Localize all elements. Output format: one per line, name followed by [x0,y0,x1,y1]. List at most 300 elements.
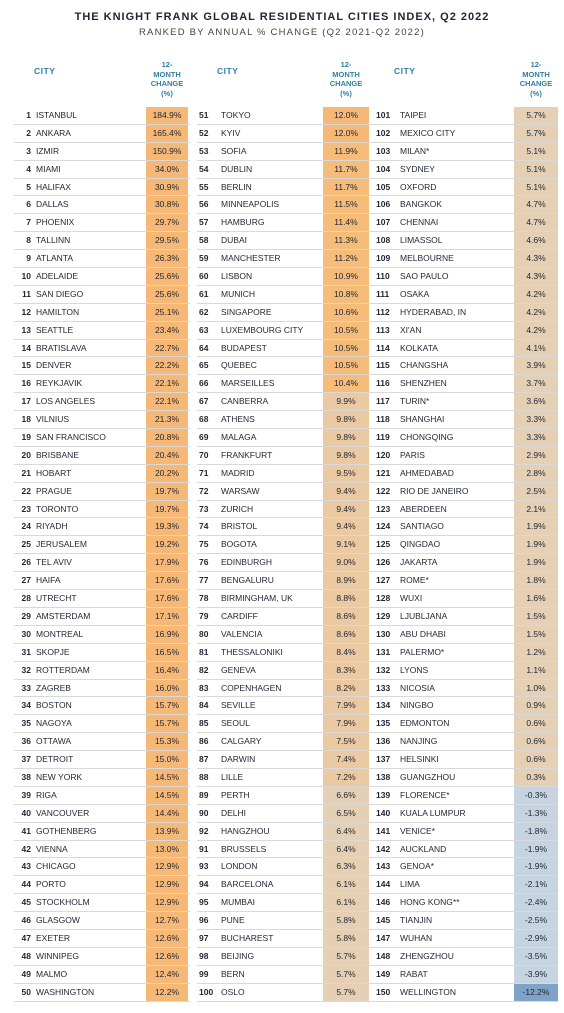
table-row [197,214,375,232]
table-row [374,841,558,859]
change-cell: 1.9% [514,518,558,535]
change-cell: 25.6% [146,268,188,285]
city-cell: MARSEILLES [221,378,275,389]
rank-cell: 136 [376,736,391,747]
table-row [197,340,375,358]
table-row [14,125,190,143]
table-row [14,626,190,644]
rank-cell: 23 [21,503,31,514]
change-cell: 10.5% [323,357,369,374]
city-cell: VALENCIA [221,628,263,639]
change-cell: 7.9% [323,697,369,714]
table-row [14,733,190,751]
city-cell: AUCKLAND [400,843,447,854]
rank-cell: 9 [26,253,31,264]
rank-cell: 135 [376,718,391,729]
city-cell: MALAGA [221,432,257,443]
table-row [14,483,190,501]
table-row [374,483,558,501]
rank-cell: 1 [26,110,31,120]
rank-cell: 144 [376,879,391,890]
city-cell: TALLINN [36,235,71,246]
change-cell: 13.9% [146,823,188,840]
change-cell: 6.4% [323,823,369,840]
city-cell: GUANGZHOU [400,771,456,782]
change-cell: 8.3% [323,662,369,679]
change-cell: 30.9% [146,179,188,196]
rank-cell: 104 [376,163,391,174]
table-row [14,411,190,429]
city-cell: AMSTERDAM [36,610,91,621]
rank-cell: 123 [376,503,391,514]
table-row [197,554,375,572]
column-header [197,58,375,107]
table-row [14,948,190,966]
city-cell: LISBON [221,271,253,282]
change-cell: 17.6% [146,572,188,589]
change-cell: 11.7% [323,161,369,178]
change-cell: 1.9% [514,536,558,553]
city-cell: LONDON [221,861,258,872]
change-cell: 9.4% [323,483,369,500]
change-cell: 10.8% [323,286,369,303]
table-row [197,447,375,465]
rank-cell: 10 [21,271,31,282]
table-row [197,608,375,626]
page-title: THE KNIGHT FRANK GLOBAL RESIDENTIAL CITIES INDEX, Q2 2022 [74,11,490,23]
rank-cell: 69 [199,432,209,443]
table-row [374,626,558,644]
table-row [14,232,190,250]
city-cell: OXFORD [400,181,437,192]
change-cell: -0.3% [514,787,558,804]
change-cell: 17.6% [146,590,188,607]
table-row [14,912,190,930]
city-cell: COPENHAGEN [221,682,282,693]
change-cell: 0.6% [514,733,558,750]
change-cell: 5.8% [323,912,369,929]
table-row [14,179,190,197]
rank-cell: 43 [21,861,31,872]
table-row [14,715,190,733]
change-header: 12- MONTH CHANGE (%) [150,60,184,98]
change-cell: 12.6% [146,948,188,965]
table-row [14,447,190,465]
change-cell: 4.1% [514,340,558,357]
city-cell: OSLO [221,986,245,997]
rank-cell: 93 [199,861,209,872]
city-cell: CHENNAI [400,217,439,228]
city-cell: HONG KONG** [400,897,460,908]
table-row [14,393,190,411]
change-cell: 19.2% [146,536,188,553]
city-cell: EXETER [36,932,71,943]
change-cell: 6.1% [323,876,369,893]
change-cell: 1.0% [514,680,558,697]
change-cell: 14.5% [146,769,188,786]
city-cell: DUBLIN [221,163,253,174]
table-column-3 [374,58,558,1002]
city-cell: BERN [221,968,245,979]
change-cell: 25.6% [146,286,188,303]
rank-cell: 90 [199,807,209,818]
change-cell: 9.4% [323,518,369,535]
rank-cell: 72 [199,485,209,496]
change-cell: 21.3% [146,411,188,428]
rank-cell: 142 [376,843,391,854]
change-cell: 12.0% [323,125,369,142]
city-cell: FLORENCE* [400,789,450,800]
rank-cell: 28 [21,593,31,604]
table-row [374,823,558,841]
change-cell: 3.7% [514,375,558,392]
change-cell: 5.8% [323,930,369,947]
change-cell: 8.9% [323,572,369,589]
city-cell: MEXICO CITY [400,127,456,138]
table-row [374,930,558,948]
rank-cell: 122 [376,485,391,496]
rank-cell: 15 [21,360,31,371]
city-cell: WINNIPEG [36,950,79,961]
table-rows [14,107,190,1002]
city-cell: LJUBLJANA [400,610,448,621]
city-cell: LILLE [221,771,244,782]
city-cell: SHENZHEN [400,378,447,389]
table-row [14,429,190,447]
city-cell: ABU DHABI [400,628,446,639]
rank-cell: 82 [199,664,209,675]
change-cell: 1.5% [514,608,558,625]
change-cell: -1.8% [514,823,558,840]
change-cell: 9.8% [323,447,369,464]
city-cell: BANGKOK [400,199,443,210]
rank-cell: 20 [21,449,31,460]
table-row [374,429,558,447]
rank-cell: 114 [376,342,390,353]
city-cell: ATLANTA [36,253,73,264]
change-cell: 2.8% [514,465,558,482]
table-row [374,805,558,823]
city-cell: WUHAN [400,932,433,943]
table-row [197,429,375,447]
change-cell: 10.5% [323,322,369,339]
city-cell: SAN FRANCISCO [36,432,106,443]
change-cell: 11.3% [323,232,369,249]
city-cell: JAKARTA [400,557,438,568]
city-cell: BRUSSELS [221,843,267,854]
table-row [374,196,558,214]
rank-cell: 99 [199,968,209,979]
change-cell: 4.3% [514,250,558,267]
rank-cell: 128 [376,593,391,604]
table-row [197,644,375,662]
change-cell: 2.5% [514,483,558,500]
rank-cell: 68 [199,414,209,425]
rank-cell: 101 [376,110,391,120]
rank-cell: 37 [21,754,31,765]
table-row [197,196,375,214]
change-cell: 19.3% [146,518,188,535]
city-cell: ZHENGZHOU [400,950,454,961]
city-cell: NICOSIA [400,682,435,693]
city-cell: BEIJING [221,950,255,961]
table-row [14,518,190,536]
city-cell: CHICAGO [36,861,76,872]
change-cell: 22.1% [146,393,188,410]
table-row [14,286,190,304]
table-row [14,268,190,286]
city-cell: LYONS [400,664,429,675]
table-row [14,608,190,626]
city-cell: CHANGSHA [400,360,449,371]
city-cell: BARCELONA [221,879,274,890]
change-cell: 1.2% [514,644,558,661]
change-cell: 1.1% [514,662,558,679]
city-cell: LIMASSOL [400,235,443,246]
change-cell: 34.0% [146,161,188,178]
change-cell: 29.5% [146,232,188,249]
change-cell: 9.8% [323,411,369,428]
city-cell: SKOPJE [36,646,70,657]
city-cell: SAO PAULO [400,271,449,282]
rank-cell: 7 [26,217,31,228]
rank-cell: 91 [199,843,209,854]
city-header: CITY [217,66,239,76]
table-row [197,948,375,966]
table-row [197,733,375,751]
table-row [374,876,558,894]
table-row [14,250,190,268]
city-cell: WELLINGTON [400,986,457,997]
table-row [14,161,190,179]
rank-cell: 55 [199,181,209,192]
table-row [374,179,558,197]
table-row [197,769,375,787]
rank-cell: 76 [199,557,209,568]
rank-cell: 52 [199,127,209,138]
rank-cell: 130 [376,628,391,639]
rank-cell: 50 [21,986,31,997]
table-row [14,375,190,393]
table-column-2 [197,58,375,1002]
change-cell: 16.9% [146,626,188,643]
table-row [14,894,190,912]
city-header: CITY [34,66,56,76]
change-cell: 5.7% [514,107,558,124]
city-cell: REYKJAVIK [36,378,83,389]
city-cell: MONTREAL [36,628,84,639]
city-cell: VANCOUVER [36,807,90,818]
city-cell: MALMO [36,968,68,979]
column-header [374,58,558,107]
rank-cell: 62 [199,306,209,317]
rank-cell: 84 [199,700,209,711]
change-cell: 25.1% [146,304,188,321]
table-row [197,322,375,340]
change-cell: 4.2% [514,304,558,321]
table-row [14,590,190,608]
city-cell: ANKARA [36,127,71,138]
rank-cell: 131 [376,646,391,657]
city-cell: RIGA [36,789,57,800]
table-row [197,662,375,680]
change-cell: 5.1% [514,179,558,196]
city-cell: TAIPEI [400,110,427,120]
change-cell: 12.9% [146,858,188,875]
rank-cell: 56 [199,199,209,210]
city-cell: OTTAWA [36,736,72,747]
city-cell: VENICE* [400,825,435,836]
table-row [197,107,375,125]
table-row [14,751,190,769]
rank-cell: 35 [21,718,31,729]
table-row [14,662,190,680]
change-cell: 5.7% [323,948,369,965]
city-cell: BRISTOL [221,521,258,532]
city-cell: FRANKFURT [221,449,273,460]
rank-cell: 8 [26,235,31,246]
rank-cell: 95 [199,897,209,908]
table-row [374,769,558,787]
rank-cell: 45 [21,897,31,908]
table-row [197,912,375,930]
change-cell: 20.8% [146,429,188,446]
change-cell: 14.4% [146,805,188,822]
rank-cell: 83 [199,682,209,693]
rank-cell: 150 [376,986,391,997]
change-cell: 9.1% [323,536,369,553]
table-row [374,858,558,876]
rank-cell: 109 [376,253,391,264]
change-cell: -2.1% [514,876,558,893]
change-cell: 30.8% [146,196,188,213]
city-cell: MIAMI [36,163,61,174]
table-row [374,590,558,608]
city-cell: PALERMO* [400,646,445,657]
table-row [374,715,558,733]
table-row [14,769,190,787]
change-cell: 5.7% [323,966,369,983]
table-row [14,304,190,322]
table-row [374,662,558,680]
table-row [374,322,558,340]
rank-cell: 27 [21,575,31,586]
change-cell: 9.8% [323,429,369,446]
rank-cell: 19 [21,432,31,443]
rank-cell: 106 [376,199,391,210]
rank-cell: 148 [376,950,391,961]
rank-cell: 88 [199,771,209,782]
city-cell: LUXEMBOURG CITY [221,324,304,335]
city-cell: GENOA* [400,861,435,872]
rank-cell: 94 [199,879,209,890]
city-cell: WARSAW [221,485,260,496]
table-row [14,465,190,483]
rank-cell: 98 [199,950,209,961]
change-cell: -1.9% [514,858,558,875]
change-cell: -1.9% [514,841,558,858]
city-cell: BOSTON [36,700,72,711]
rank-cell: 66 [199,378,209,389]
rank-cell: 44 [21,879,31,890]
table-row [374,393,558,411]
city-header: CITY [394,66,416,76]
table-row [197,984,375,1002]
city-cell: TIANJIN [400,915,433,926]
table-row [197,286,375,304]
change-cell: 6.1% [323,894,369,911]
table-row [14,858,190,876]
change-cell: 1.9% [514,554,558,571]
rank-cell: 113 [376,324,390,335]
table-row [197,805,375,823]
rank-cell: 115 [376,360,390,371]
city-cell: NAGOYA [36,718,72,729]
rank-cell: 145 [376,915,391,926]
change-cell: 11.2% [323,250,369,267]
city-cell: IZMIR [36,145,60,156]
table-row [197,858,375,876]
change-cell: 10.9% [323,268,369,285]
city-cell: ATHENS [221,414,255,425]
city-cell: DENVER [36,360,72,371]
table-row [197,518,375,536]
table-row [374,161,558,179]
table-row [14,572,190,590]
table-row [14,143,190,161]
table-row [374,143,558,161]
table-row [374,375,558,393]
rank-cell: 127 [376,575,391,586]
rank-cell: 60 [199,271,209,282]
city-cell: QUEBEC [221,360,257,371]
city-cell: SAN DIEGO [36,288,84,299]
rank-cell: 64 [199,342,209,353]
rank-cell: 132 [376,664,391,675]
table-row [374,787,558,805]
page-subtitle: RANKED BY ANNUAL % CHANGE (Q2 2021-Q2 2022) [138,27,426,38]
change-cell: 4.2% [514,286,558,303]
city-cell: GLASGOW [36,915,80,926]
change-cell: 5.1% [514,143,558,160]
change-cell: 12.9% [146,876,188,893]
rank-cell: 48 [21,950,31,961]
rank-cell: 46 [21,915,31,926]
table-row [197,626,375,644]
city-cell: RABAT [400,968,428,979]
rank-cell: 5 [26,181,31,192]
city-cell: TEL AVIV [36,557,72,568]
city-cell: BENGALURU [221,575,274,586]
rank-cell: 47 [21,932,31,943]
table-row [14,322,190,340]
table-row [14,841,190,859]
table-row [197,697,375,715]
city-cell: RIYADH [36,521,68,532]
city-cell: MINNEAPOLIS [221,199,280,210]
city-cell: GENEVA [221,664,256,675]
city-cell: SANTIAGO [400,521,444,532]
rank-cell: 59 [199,253,209,264]
rank-cell: 97 [199,932,209,943]
rank-cell: 126 [376,557,391,568]
change-cell: -3.9% [514,966,558,983]
rank-cell: 14 [21,342,31,353]
rank-cell: 39 [21,789,31,800]
change-cell: 5.7% [514,125,558,142]
change-cell: 4.2% [514,322,558,339]
city-cell: JERUSALEM [36,539,88,550]
